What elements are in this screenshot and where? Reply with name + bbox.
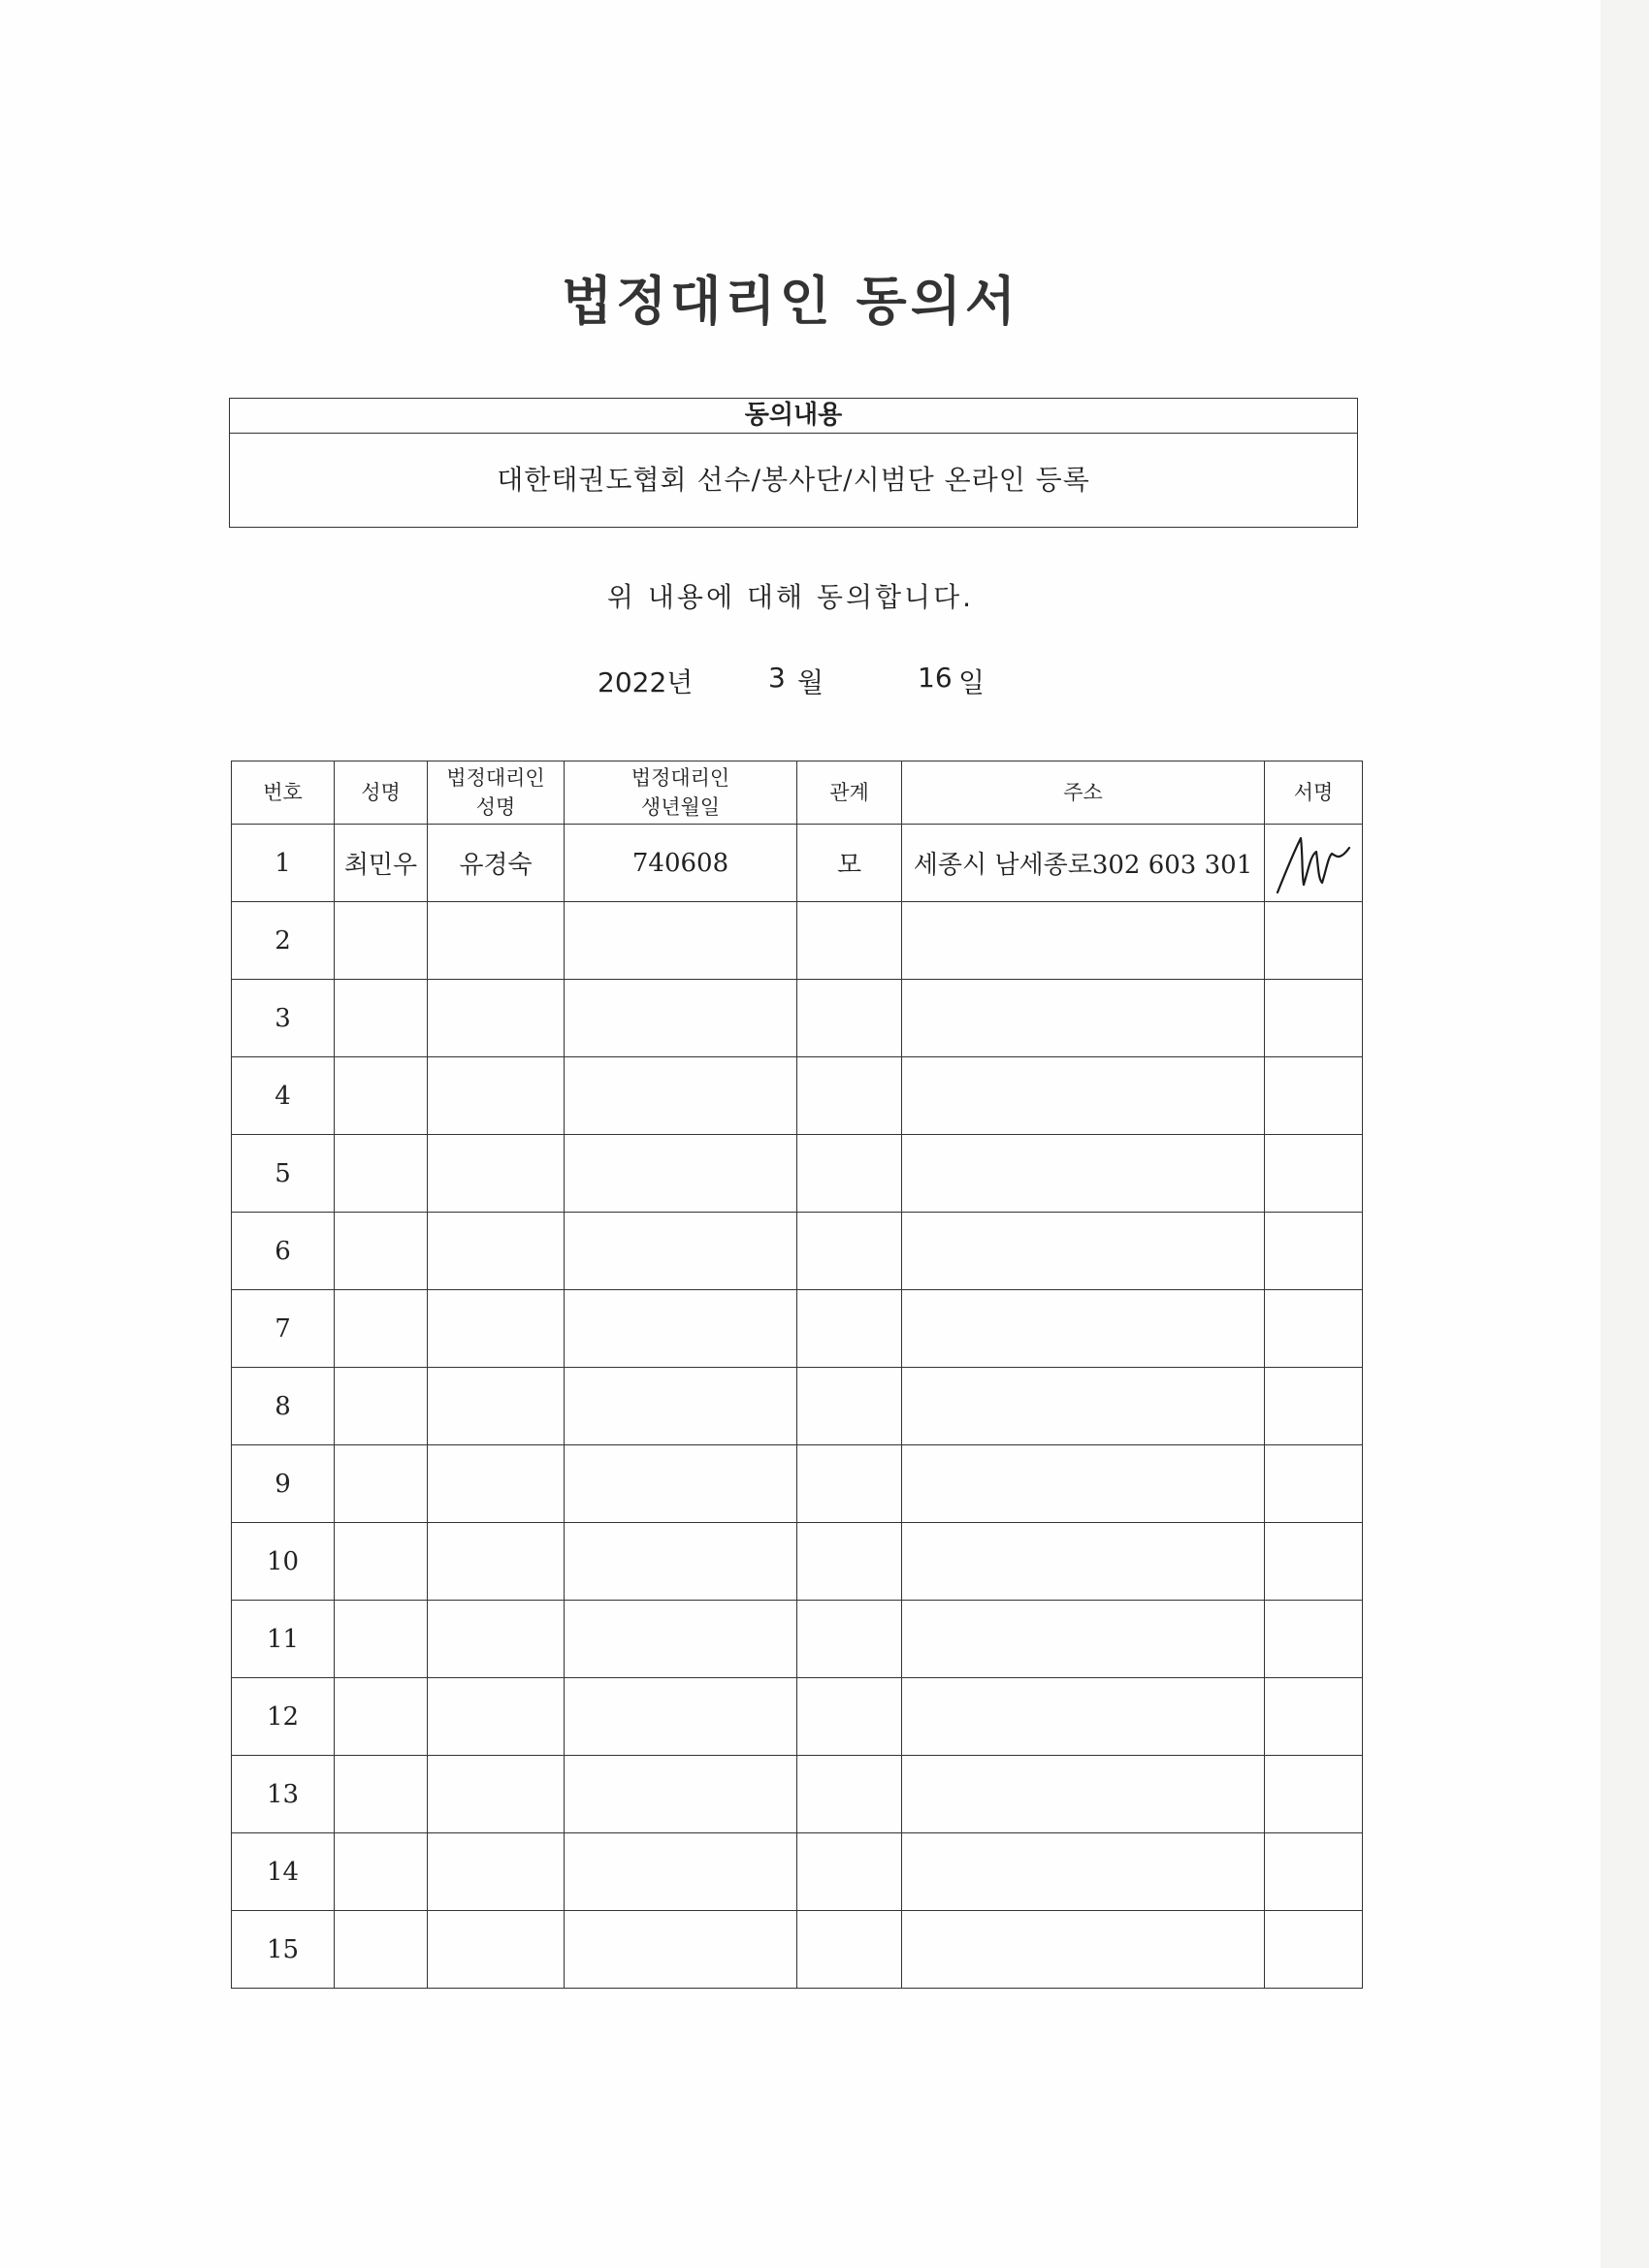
- cell-address: [902, 1057, 1265, 1135]
- cell-rep-birth: [565, 1523, 797, 1601]
- cell-rep-name: [428, 1213, 565, 1290]
- table-row: [232, 1601, 1363, 1678]
- cell-signature: [1265, 1135, 1363, 1213]
- cell-rep-birth: [565, 1213, 797, 1290]
- column-header-signature: 서명: [1265, 761, 1363, 825]
- cell-signature: [1265, 902, 1363, 980]
- cell-rep-birth: [565, 1833, 797, 1911]
- column-header-number: 번호: [232, 761, 335, 825]
- column-header-address: 주소: [902, 761, 1265, 825]
- cell-address: [902, 1911, 1265, 1989]
- cell-address: [902, 1135, 1265, 1213]
- consent-box: [229, 398, 1358, 528]
- table-row: [232, 1290, 1363, 1368]
- cell-relation: [797, 1290, 902, 1368]
- cell-rep-name: [428, 1368, 565, 1445]
- cell-signature: [1265, 1911, 1363, 1989]
- cell-rep-name: [428, 902, 565, 980]
- table-row: [232, 825, 1363, 902]
- cell-number: 12: [232, 1678, 335, 1756]
- cell-number: 8: [232, 1368, 335, 1445]
- cell-signature: [1265, 1057, 1363, 1135]
- date-month-unit: 월: [797, 666, 824, 698]
- cell-name: 최민우: [335, 825, 428, 902]
- table-header-row: [232, 761, 1363, 825]
- column-header-rep-name-line2: 성명: [475, 795, 516, 819]
- column-header-relation: 관계: [797, 761, 902, 825]
- cell-address: [902, 1445, 1265, 1523]
- table-row: [232, 1911, 1363, 1989]
- date-year: 2022년: [598, 666, 694, 698]
- cell-signature: [1265, 1756, 1363, 1833]
- agreement-statement: 위 내용에 대해 동의합니다.: [606, 581, 975, 613]
- column-header-rep-name-line1: 법정대리인: [446, 766, 545, 790]
- cell-name: [335, 1057, 428, 1135]
- cell-name: [335, 1833, 428, 1911]
- cell-number: 15: [232, 1911, 335, 1989]
- cell-relation: [797, 1057, 902, 1135]
- column-header-rep-birth-line1: 법정대리인: [630, 766, 730, 790]
- cell-relation: [797, 1213, 902, 1290]
- representative-table: [231, 761, 1363, 1989]
- cell-name: [335, 1601, 428, 1678]
- cell-address: [902, 1213, 1265, 1290]
- cell-address: [902, 1601, 1265, 1678]
- cell-signature: [1265, 1523, 1363, 1601]
- cell-number: 9: [232, 1445, 335, 1523]
- column-header-rep-birth: [565, 761, 797, 825]
- cell-name: [335, 1756, 428, 1833]
- cell-rep-name: [428, 1523, 565, 1601]
- cell-address: [902, 1756, 1265, 1833]
- table-row: [232, 1445, 1363, 1523]
- cell-address: [902, 1523, 1265, 1601]
- cell-name: [335, 1678, 428, 1756]
- cell-signature: [1265, 1290, 1363, 1368]
- cell-signature: [1265, 825, 1363, 902]
- cell-rep-name: [428, 1290, 565, 1368]
- cell-rep-birth: [565, 1756, 797, 1833]
- table-row: [232, 1756, 1363, 1833]
- cell-relation: 모: [797, 825, 902, 902]
- cell-signature: [1265, 1445, 1363, 1523]
- table-row: [232, 902, 1363, 980]
- cell-number: 11: [232, 1601, 335, 1678]
- cell-rep-birth: [565, 902, 797, 980]
- cell-rep-birth: 740608: [565, 825, 797, 902]
- cell-number: 13: [232, 1756, 335, 1833]
- cell-number: 5: [232, 1135, 335, 1213]
- cell-rep-name: [428, 1135, 565, 1213]
- cell-signature: [1265, 1213, 1363, 1290]
- table-row: [232, 1833, 1363, 1911]
- cell-address: [902, 1678, 1265, 1756]
- cell-address: [902, 980, 1265, 1057]
- cell-rep-birth: [565, 1368, 797, 1445]
- cell-relation: [797, 1601, 902, 1678]
- table-row: [232, 1523, 1363, 1601]
- column-header-rep-name: [428, 761, 565, 825]
- cell-name: [335, 1445, 428, 1523]
- column-header-name: 성명: [335, 761, 428, 825]
- cell-name: [335, 1368, 428, 1445]
- cell-name: [335, 1290, 428, 1368]
- cell-relation: [797, 980, 902, 1057]
- cell-rep-name: [428, 1911, 565, 1989]
- cell-name: [335, 980, 428, 1057]
- table-row: [232, 980, 1363, 1057]
- cell-address: [902, 1368, 1265, 1445]
- cell-rep-birth: [565, 1057, 797, 1135]
- column-header-rep-birth-line2: 생년월일: [640, 795, 721, 819]
- cell-rep-birth: [565, 1911, 797, 1989]
- date-month-value: 3: [768, 662, 786, 694]
- cell-address: [902, 902, 1265, 980]
- consent-content: 대한태권도협회 선수/봉사단/시범단 온라인 등록: [497, 464, 1090, 496]
- cell-relation: [797, 1523, 902, 1601]
- cell-number: 14: [232, 1833, 335, 1911]
- handwritten-signature: [1272, 828, 1355, 898]
- cell-number: 3: [232, 980, 335, 1057]
- cell-number: 6: [232, 1213, 335, 1290]
- cell-number: 2: [232, 902, 335, 980]
- table-row: [232, 1368, 1363, 1445]
- date-day-unit: 일: [958, 666, 986, 698]
- cell-address: [902, 1833, 1265, 1911]
- cell-name: [335, 1213, 428, 1290]
- table-row: [232, 1135, 1363, 1213]
- cell-number: 1: [232, 825, 335, 902]
- cell-number: 7: [232, 1290, 335, 1368]
- cell-signature: [1265, 1678, 1363, 1756]
- cell-rep-birth: [565, 1601, 797, 1678]
- cell-relation: [797, 1756, 902, 1833]
- cell-rep-name: 유경숙: [428, 825, 565, 902]
- cell-rep-name: [428, 1678, 565, 1756]
- cell-relation: [797, 1368, 902, 1445]
- cell-name: [335, 902, 428, 980]
- cell-rep-name: [428, 1057, 565, 1135]
- table-row: [232, 1213, 1363, 1290]
- cell-signature: [1265, 1601, 1363, 1678]
- consent-header: 동의내용: [230, 399, 1357, 434]
- table-row: [232, 1678, 1363, 1756]
- table-row: [232, 1057, 1363, 1135]
- cell-relation: [797, 1135, 902, 1213]
- cell-name: [335, 1135, 428, 1213]
- cell-rep-name: [428, 1601, 565, 1678]
- cell-relation: [797, 902, 902, 980]
- cell-rep-birth: [565, 1135, 797, 1213]
- cell-signature: [1265, 1368, 1363, 1445]
- cell-address: 세종시 남세종로302 603 301: [902, 825, 1265, 902]
- cell-relation: [797, 1678, 902, 1756]
- cell-name: [335, 1523, 428, 1601]
- cell-signature: [1265, 980, 1363, 1057]
- cell-rep-name: [428, 1833, 565, 1911]
- cell-rep-name: [428, 1445, 565, 1523]
- cell-number: 10: [232, 1523, 335, 1601]
- cell-rep-name: [428, 1756, 565, 1833]
- cell-relation: [797, 1445, 902, 1523]
- cell-relation: [797, 1911, 902, 1989]
- cell-relation: [797, 1833, 902, 1911]
- cell-signature: [1265, 1833, 1363, 1911]
- date-day-value: 16: [918, 662, 953, 694]
- cell-rep-birth: [565, 980, 797, 1057]
- cell-rep-name: [428, 980, 565, 1057]
- cell-rep-birth: [565, 1678, 797, 1756]
- cell-name: [335, 1911, 428, 1989]
- cell-rep-birth: [565, 1445, 797, 1523]
- cell-rep-birth: [565, 1290, 797, 1368]
- cell-address: [902, 1290, 1265, 1368]
- document-title: 법정대리인 동의서: [561, 271, 1020, 332]
- cell-number: 4: [232, 1057, 335, 1135]
